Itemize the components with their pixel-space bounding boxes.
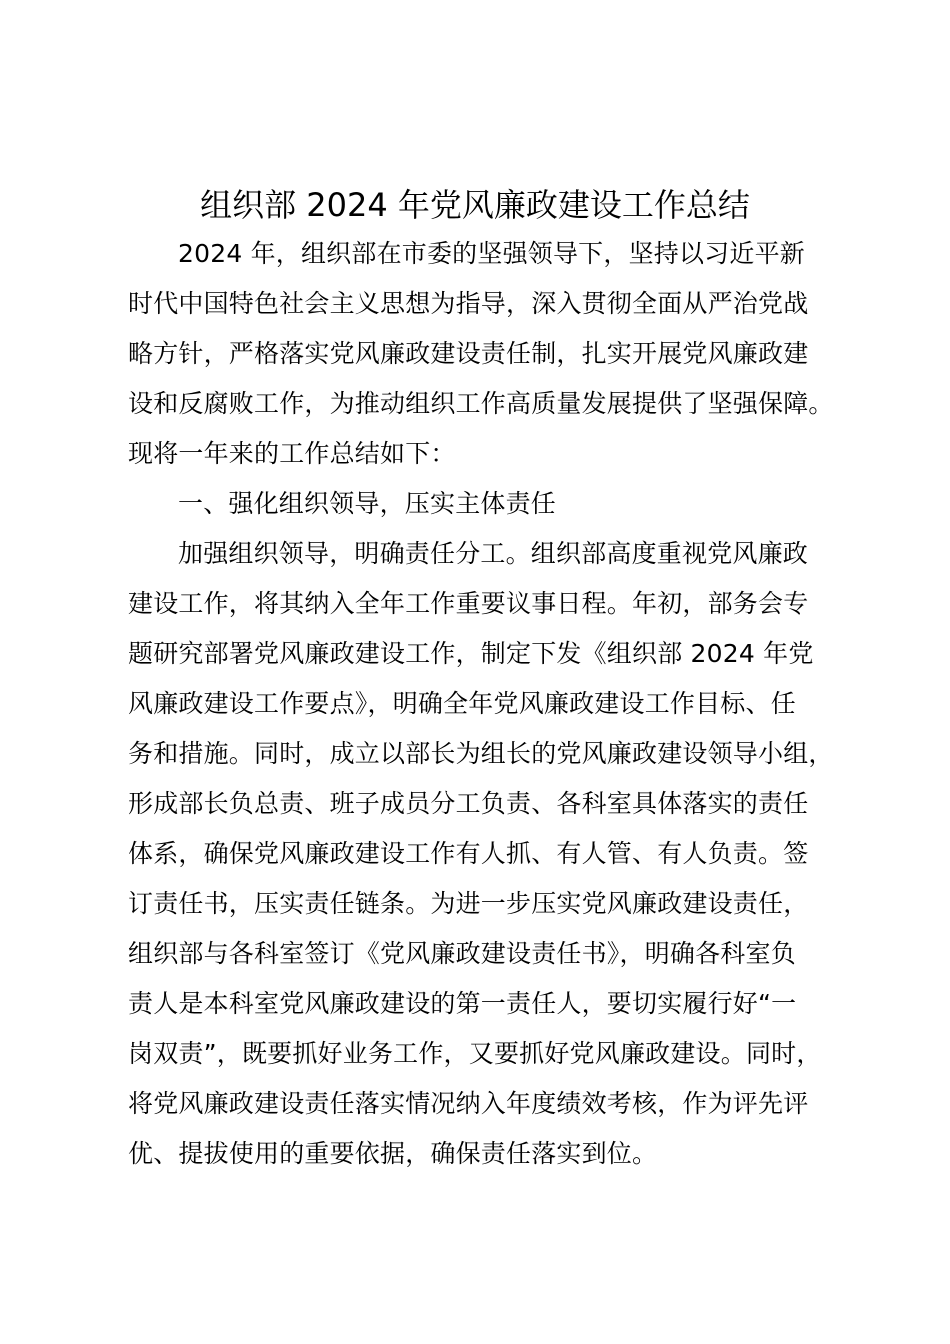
paragraph-line: 设和反腐败工作，为推动组织工作高质量发展提供了坚强保障。 xyxy=(128,389,834,418)
paragraph-line: 时代中国特色社会主义思想为指导，深入贯彻全面从严治党战 xyxy=(128,289,809,318)
paragraph-line: 岗双责”，既要抓好业务工作，又要抓好党风廉政建设。同时， xyxy=(128,1039,822,1068)
paragraph-line: 2024 年，组织部在市委的坚强领导下，坚持以习近平新 xyxy=(178,239,805,268)
paragraph-line: 形成部长负总责、班子成员分工负责、各科室具体落实的责任 xyxy=(128,789,809,818)
paragraph-line: 风廉政建设工作要点》，明确全年党风廉政建设工作目标、任 xyxy=(128,689,796,718)
paragraph-line: 加强组织领导，明确责任分工。组织部高度重视党风廉政 xyxy=(178,539,809,568)
paragraph-line: 优、提拔使用的重要依据，确保责任落实到位。 xyxy=(128,1139,658,1168)
paragraph-line: 题研究部署党风廉政建设工作，制定下发《组织部 2024 年党 xyxy=(128,639,814,668)
document-title: 组织部 2024 年党风廉政建设工作总结 xyxy=(200,186,750,224)
paragraph-line: 体系，确保党风廉政建设工作有人抓、有人管、有人负责。签 xyxy=(128,839,809,868)
paragraph-line: 建设工作，将其纳入全年工作重要议事日程。年初，部务会专 xyxy=(128,589,809,618)
paragraph-line: 现将一年来的工作总结如下： xyxy=(128,439,456,468)
paragraph-line: 略方针，严格落实党风廉政建设责任制，扎实开展党风廉政建 xyxy=(128,339,809,368)
paragraph-line: 责人是本科室党风廉政建设的第一责任人，要切实履行好“一 xyxy=(128,989,797,1018)
paragraph-line: 将党风廉政建设责任落实情况纳入年度绩效考核，作为评先评 xyxy=(128,1089,809,1118)
paragraph-line: 务和措施。同时，成立以部长为组长的党风廉政建设领导小组， xyxy=(128,739,834,768)
paragraph-line: 组织部与各科室签订《党风廉政建设责任书》，明确各科室负 xyxy=(128,939,796,968)
paragraph-line: 订责任书，压实责任链条。为进一步压实党风廉政建设责任， xyxy=(128,889,809,918)
section-heading-text: 一、强化组织领导，压实主体责任 xyxy=(178,489,557,518)
